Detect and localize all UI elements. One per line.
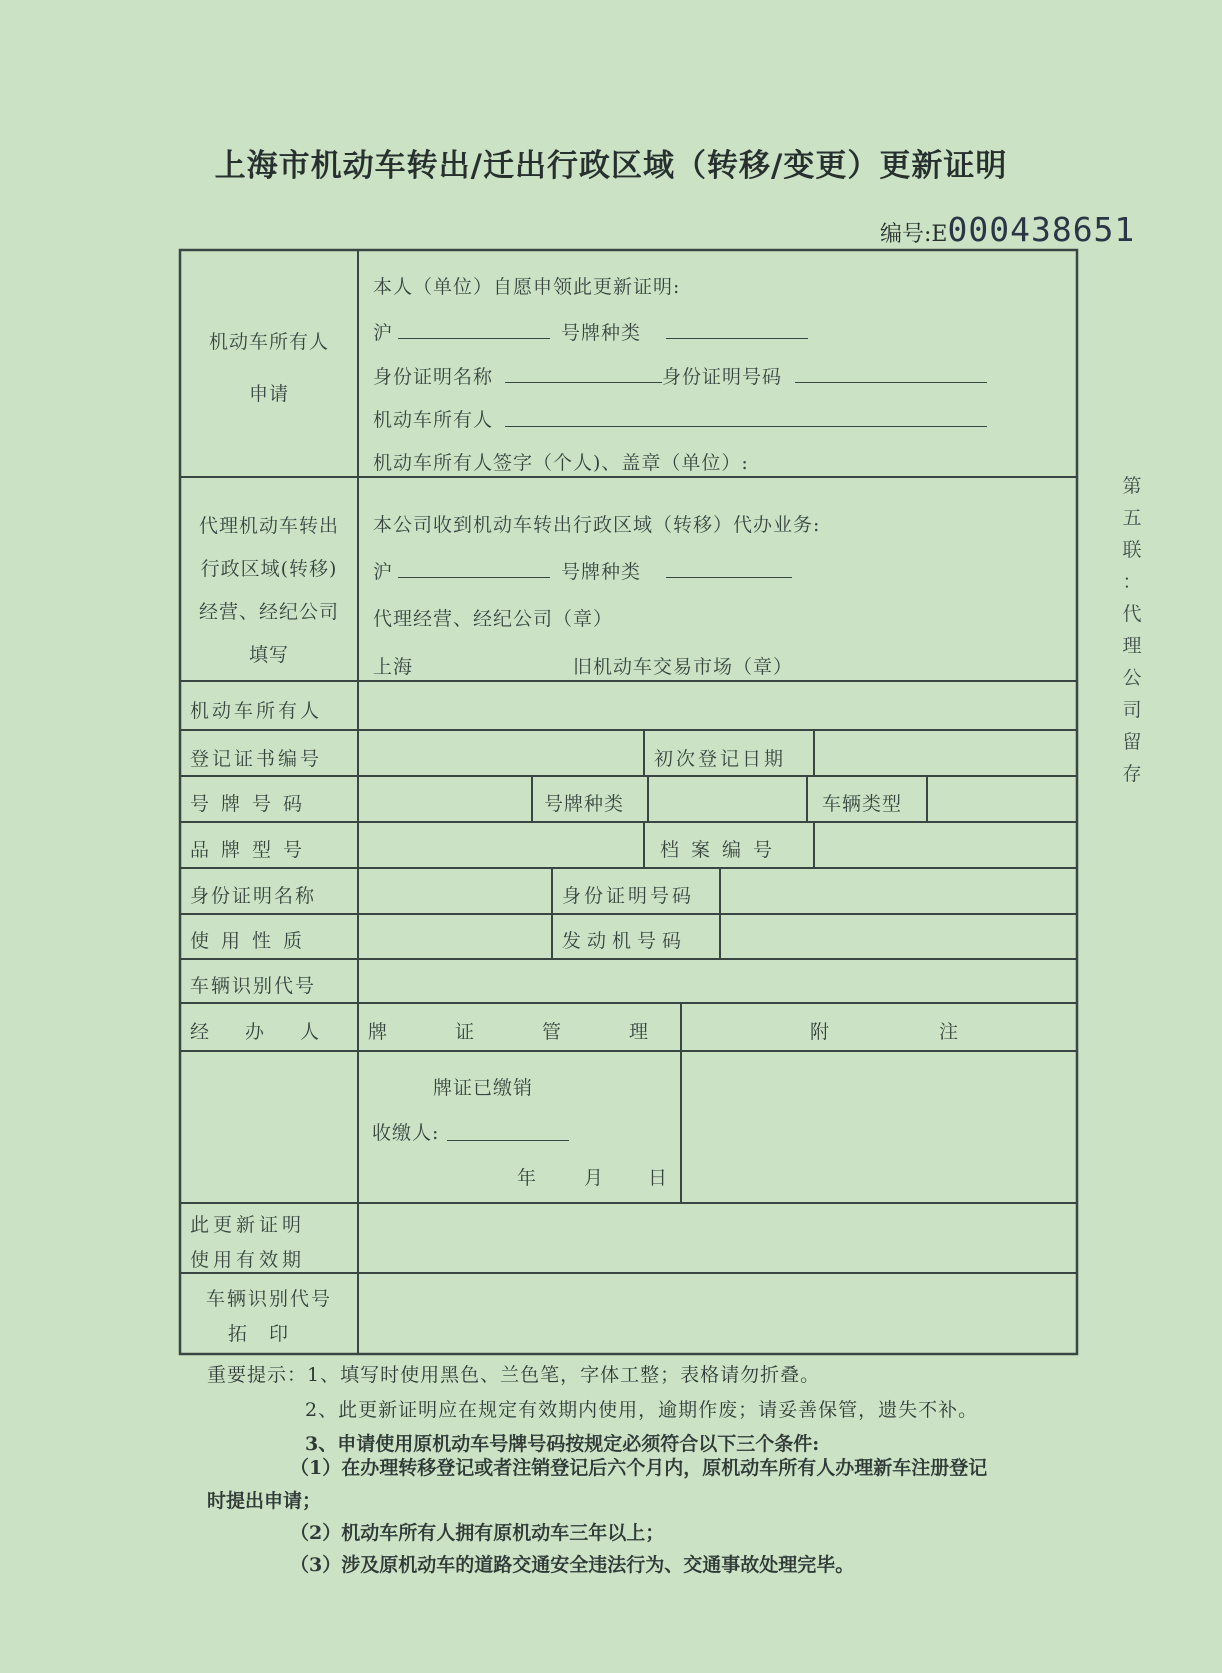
receiver-label: 收缴人: <box>372 1122 440 1144</box>
plates-cancelled-label: 牌证已缴销 <box>433 1077 534 1099</box>
row-brand-model-label: 品牌型号 <box>190 839 315 861</box>
owner-id-number-field[interactable] <box>795 382 987 383</box>
row-vin-label: 车辆识别代号 <box>190 975 317 997</box>
owner-statement: 本人（单位）自愿申领此更新证明: <box>373 276 681 298</box>
date-year-label: 年 <box>517 1167 538 1189</box>
date-day-label: 日 <box>648 1167 669 1189</box>
row-plate-mgmt-label: 牌证管理 <box>368 1021 717 1043</box>
copy-note-char: 联 <box>1122 539 1142 561</box>
row-use-nature-label: 使用性质 <box>190 930 315 952</box>
copy-note-char: 代 <box>1122 603 1142 625</box>
agent-statement: 本公司收到机动车转出行政区域（转移）代办业务: <box>373 514 821 536</box>
note-4: （1）在办理转移登记或者注销登记后六个月内，原机动车所有人办理新车注册登记 <box>290 1457 988 1479</box>
agent-shanghai-label: 上海 <box>373 656 414 678</box>
row-engine-no-label: 发动机号码 <box>562 930 688 952</box>
validity-label-line: 此更新证明 <box>190 1214 306 1236</box>
owner-hu-label: 沪 <box>373 322 394 344</box>
agent-plate-type-label: 号牌种类 <box>561 561 642 583</box>
note-3: 3、申请使用原机动车号牌号码按规定必须符合以下三个条件: <box>305 1433 820 1455</box>
agent-section-label-line: 填写 <box>248 644 289 666</box>
row-handler-label: 经办人 <box>190 1021 356 1043</box>
row-id-number-label: 身份证明号码 <box>562 885 695 907</box>
agent-section-label-line: 行政区域(转移) <box>200 558 338 580</box>
note-5: （2）机动车所有人拥有原机动车三年以上； <box>290 1522 665 1544</box>
owner-name-label: 机动车所有人 <box>373 409 494 431</box>
note-1: 重要提示：1、填写时使用黑色、兰色笔，字体工整；表格请勿折叠。 <box>207 1364 821 1386</box>
row-plate-type-label: 号牌种类 <box>544 793 625 815</box>
vin-rubbing-label-line: 车辆识别代号 <box>205 1288 332 1310</box>
row-id-name-label: 身份证明名称 <box>190 885 317 907</box>
serial-label: 编号:E <box>880 222 948 247</box>
owner-signature-label: 机动车所有人签字（个人)、盖章（单位）: <box>373 452 749 474</box>
copy-note-char: 存 <box>1122 763 1142 785</box>
vin-rubbing-label-line: 拓印 <box>227 1323 310 1345</box>
copy-note-char: 公 <box>1122 667 1142 689</box>
vin-rubbing-label <box>180 1282 358 1352</box>
note-2: 2、此更新证明应在规定有效期内使用，逾期作废；请妥善保管，遗失不补。 <box>305 1399 979 1421</box>
owner-section-label-line: 机动车所有人 <box>208 331 329 353</box>
row-vehicle-type-label: 车辆类型 <box>822 793 903 815</box>
copy-note-char: 理 <box>1122 635 1142 657</box>
agent-plate-number-field[interactable] <box>398 577 550 578</box>
row-owner-label: 机动车所有人 <box>190 700 323 722</box>
note-6: （3）涉及原机动车的道路交通安全违法行为、交通事故处理完毕。 <box>290 1554 855 1576</box>
owner-section-label <box>180 316 358 420</box>
owner-section-label-line: 申请 <box>248 383 289 405</box>
owner-id-number-label: 身份证明号码 <box>662 366 783 388</box>
row-file-no-label: 档案编号 <box>660 839 785 861</box>
row-remark-label: 附注 <box>810 1021 1069 1043</box>
agent-hu-label: 沪 <box>373 561 394 583</box>
note-4-cont: 时提出申请； <box>207 1490 322 1512</box>
owner-plate-number-field[interactable] <box>398 338 550 339</box>
agent-plate-type-field[interactable] <box>666 577 792 578</box>
date-month-label: 月 <box>584 1167 605 1189</box>
agent-section-label <box>180 505 358 677</box>
form-title: 上海市机动车转出/迁出行政区域（转移/变更）更新证明 <box>214 148 1008 184</box>
owner-id-name-label: 身份证明名称 <box>373 366 494 388</box>
owner-plate-type-label: 号牌种类 <box>561 322 642 344</box>
copy-note-char: 五 <box>1122 507 1142 529</box>
serial-value: 000438651 <box>947 210 1136 249</box>
agent-company-label: 代理经营、经纪公司（章） <box>373 608 614 630</box>
owner-plate-type-field[interactable] <box>666 338 808 339</box>
agent-section-label-line: 代理机动车转出 <box>198 515 339 537</box>
owner-name-field[interactable] <box>505 426 987 427</box>
agent-section-label-line: 经营、经纪公司 <box>198 601 339 623</box>
row-first-reg-date-label: 初次登记日期 <box>654 748 787 770</box>
agent-market-label: 旧机动车交易市场（章） <box>573 656 794 678</box>
validity-label <box>190 1208 305 1278</box>
receiver-field[interactable] <box>447 1140 569 1141</box>
validity-label-line: 使用有效期 <box>190 1249 306 1271</box>
row-plate-no-label: 号牌号码 <box>190 793 315 815</box>
owner-id-name-field[interactable] <box>505 382 662 383</box>
copy-note-char: 第 <box>1122 475 1142 497</box>
copy-note-char: 留 <box>1122 731 1142 753</box>
copy-note-char: ： <box>1122 571 1142 593</box>
copy-note-char: 司 <box>1122 699 1142 721</box>
row-reg-cert-label: 登记证书编号 <box>190 748 323 770</box>
